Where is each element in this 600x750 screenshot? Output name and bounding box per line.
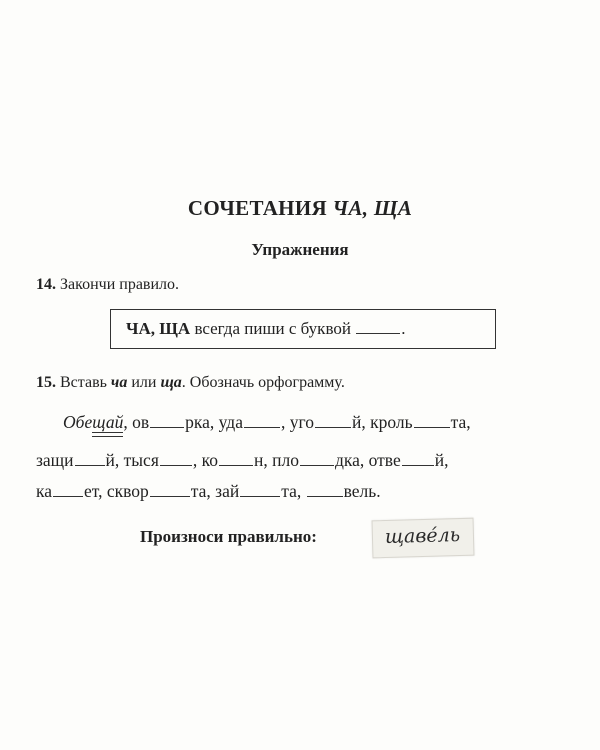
blank[interactable] [307, 482, 343, 497]
task-15-or: или [127, 374, 161, 391]
word: вель. [343, 481, 381, 501]
word: защи [36, 450, 74, 470]
rule-letters: ЧА, ЩА [126, 319, 191, 338]
word: й, кроль [351, 412, 413, 432]
blank[interactable] [53, 482, 83, 497]
pronounce-label: Произноси правильно: [140, 527, 317, 546]
task-14-instruction: Закончи правило. [56, 276, 180, 293]
rule-box [110, 309, 496, 349]
word: й, тыся [105, 450, 159, 470]
task-15-option-1: ча [110, 374, 128, 391]
word: , ко [192, 450, 218, 470]
word: дка, отве [334, 450, 401, 470]
blank[interactable] [75, 451, 105, 466]
word: н, пло [254, 450, 299, 470]
task-15 [36, 374, 345, 392]
word: рка, уда [185, 412, 243, 432]
pronounce-card [372, 518, 475, 559]
title-letters: ЧА, ЩА [332, 196, 413, 220]
blank[interactable] [414, 413, 450, 428]
blank[interactable] [160, 451, 192, 466]
word: та, [450, 412, 471, 432]
task-15-text-1: Вставь [56, 374, 111, 391]
blank[interactable] [315, 413, 351, 428]
task-14-number: 14. [36, 276, 56, 293]
blank[interactable] [240, 482, 280, 497]
example-word: Обещай [63, 412, 124, 432]
section-subtitle: Упражнения [251, 240, 349, 259]
word: ет, сквор [84, 481, 149, 501]
example-orthogram: щай [92, 412, 124, 432]
task-14 [36, 276, 179, 294]
blank[interactable] [219, 451, 253, 466]
word: й, [434, 450, 449, 470]
word: , уго [280, 412, 314, 432]
rule-blank[interactable] [356, 319, 400, 334]
blank[interactable] [402, 451, 434, 466]
task-15-text-2: . Обозначь орфограмму. [181, 374, 345, 391]
blank[interactable] [150, 413, 184, 428]
word: , ов [123, 412, 150, 432]
rule-period: . [401, 319, 406, 338]
task-15-number: 15. [36, 374, 56, 391]
blank[interactable] [300, 451, 334, 466]
pronounce-word: щаве́ль [384, 524, 461, 548]
blank[interactable] [150, 482, 190, 497]
word: та, зай [190, 481, 240, 501]
word: та, [281, 481, 306, 501]
word: ка [36, 481, 53, 501]
rule-text: всегда пиши с буквой [190, 319, 356, 338]
blank[interactable] [244, 413, 280, 428]
page-title: СОЧЕТАНИЯ ЧА, ЩА [187, 196, 413, 220]
task-15-option-2: ща [160, 374, 182, 391]
